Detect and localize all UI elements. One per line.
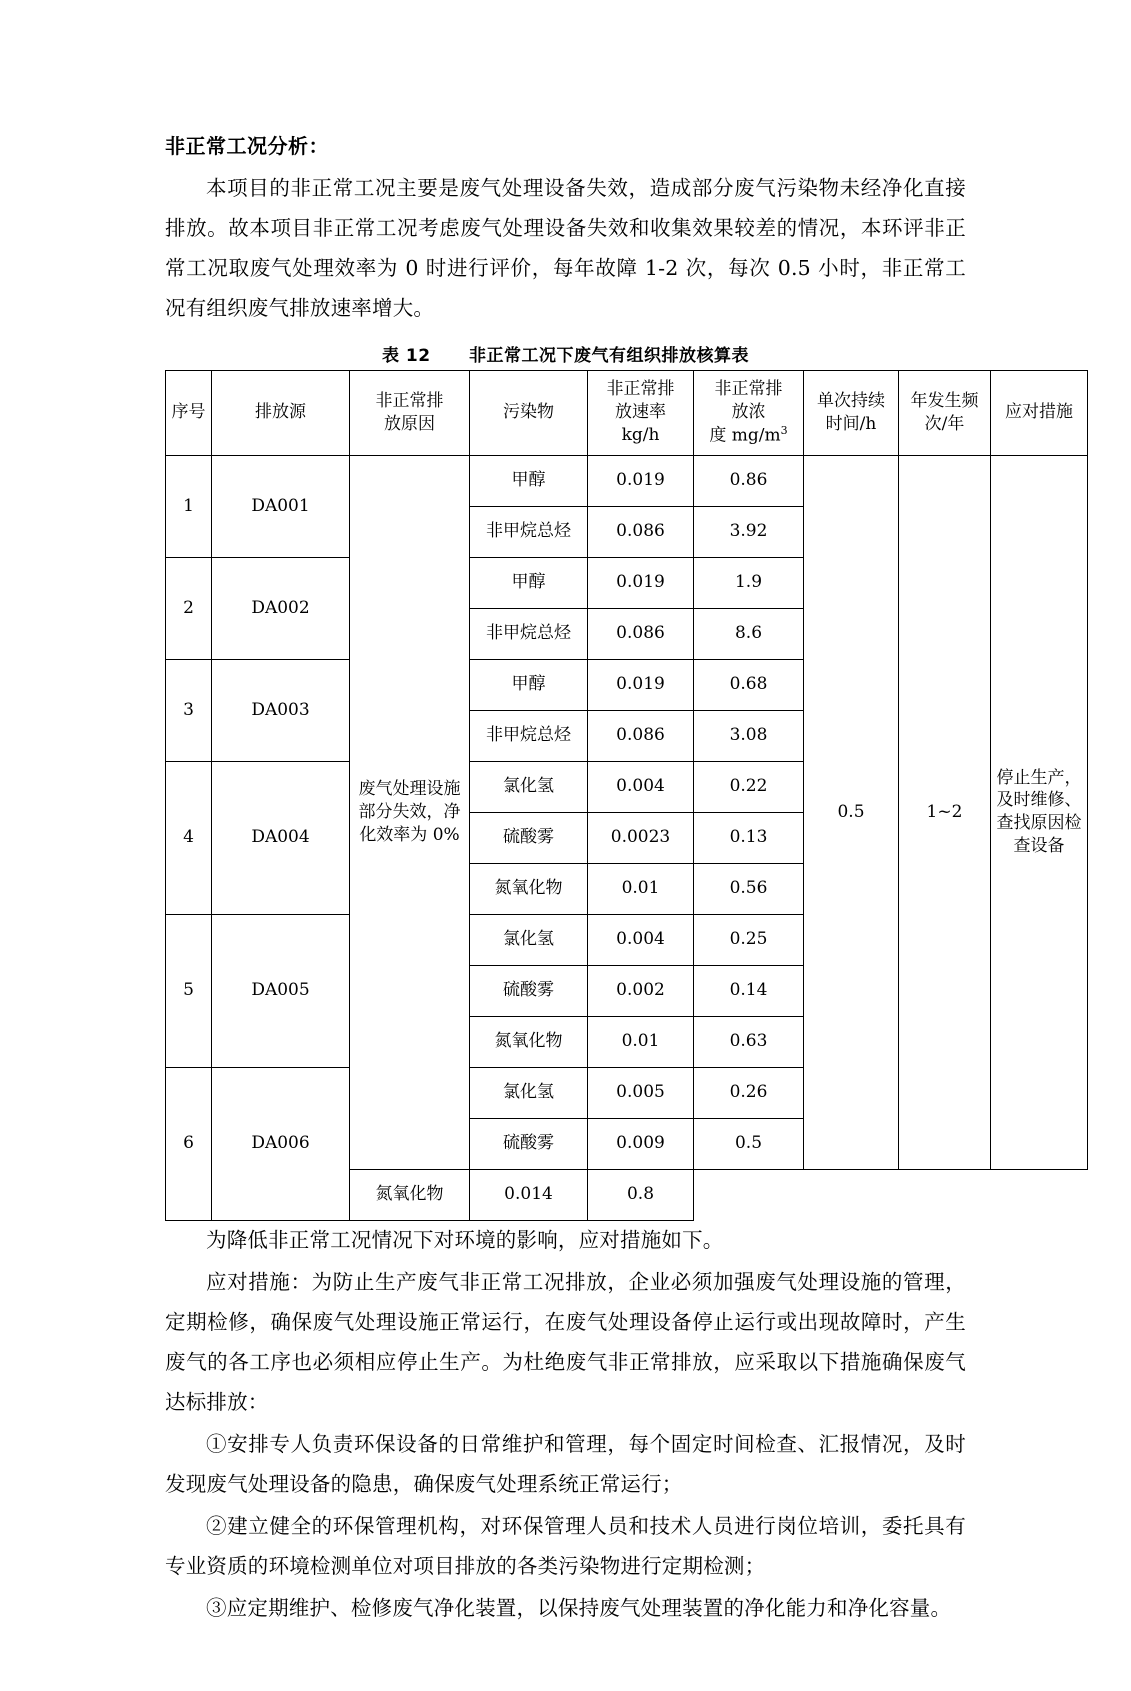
cell-concentration: 0.22	[694, 761, 804, 812]
paragraph-after-table-2: 应对措施：为防止生产废气非正常工况排放，企业必须加强废气处理设施的管理，定期检修，确保废气处理设施正常运行，在废气处理设备停止运行或出现故障时，产生废气的各工序也必须相应停止生产。为杜绝废气非正常排放，应采取以下措施确保废气达标排放：	[165, 1269, 966, 1414]
cell-no: 4	[166, 761, 212, 914]
cell-rate: 0.005	[588, 1067, 694, 1118]
cell-concentration: 0.14	[694, 965, 804, 1016]
cell-pollutant: 硫酸雾	[470, 812, 588, 863]
paragraph-measure-3: ③应定期维护、检修废气净化装置，以保持废气处理装置的净化能力和净化容量。	[206, 1595, 952, 1620]
cell-source: DA003	[212, 659, 350, 761]
header-duration-line1: 单次持续	[817, 390, 885, 411]
table-caption	[165, 341, 966, 366]
cell-measure: 停止生产，及时维修、查找原因检查设备	[991, 455, 1088, 1169]
cell-concentration: 3.08	[694, 710, 804, 761]
cell-rate: 0.019	[588, 659, 694, 710]
cell-no: 1	[166, 455, 212, 557]
cell-rate: 0.009	[588, 1118, 694, 1169]
header-conc-unit-sup: 3	[780, 424, 788, 438]
cell-source: DA004	[212, 761, 350, 914]
emissions-table	[165, 370, 1088, 1221]
header-frequency-line2: 次/年	[924, 413, 965, 434]
header-rate	[588, 370, 694, 455]
paragraph-after-table-1: 为降低非正常工况情况下对环境的影响，应对措施如下。	[206, 1227, 724, 1252]
cell-pollutant: 甲醇	[470, 557, 588, 608]
paragraph-measure-1: ①安排专人负责环保设备的日常维护和管理，每个固定时间检查、汇报情况，及时发现废气处理设备的隐患，确保废气处理系统正常运行；	[165, 1431, 966, 1496]
cell-concentration: 1.9	[694, 557, 804, 608]
cell-pollutant: 氮氧化物	[470, 863, 588, 914]
table-row	[166, 455, 1088, 506]
header-pollutant: 污染物	[470, 370, 588, 455]
cell-rate: 0.01	[588, 1016, 694, 1067]
cell-pollutant: 氯化氢	[470, 1067, 588, 1118]
cell-concentration: 0.63	[694, 1016, 804, 1067]
header-frequency	[899, 370, 991, 455]
cell-rate: 0.086	[588, 506, 694, 557]
cell-duration: 0.5	[804, 455, 899, 1169]
header-conc-line2: 放浓	[731, 402, 766, 423]
cell-pollutant: 非甲烷总烃	[470, 710, 588, 761]
cell-concentration: 0.68	[694, 659, 804, 710]
cell-pollutant: 氯化氢	[470, 761, 588, 812]
cell-no: 3	[166, 659, 212, 761]
cell-rate: 0.019	[588, 557, 694, 608]
header-conc-line1: 非正常排	[714, 379, 783, 400]
header-frequency-line1: 年发生频	[910, 390, 979, 411]
cell-concentration: 0.13	[694, 812, 804, 863]
header-source: 排放源	[212, 370, 350, 455]
cell-reason: 废气处理设施部分失效，净化效率为 0%	[350, 455, 470, 1169]
cell-concentration: 0.86	[694, 455, 804, 506]
header-rate-line2: 放速率	[615, 402, 666, 423]
header-duration	[804, 370, 899, 455]
cell-source: DA005	[212, 914, 350, 1067]
cell-source: DA001	[212, 455, 350, 557]
cell-rate: 0.002	[588, 965, 694, 1016]
cell-pollutant: 硫酸雾	[470, 1118, 588, 1169]
header-measure: 应对措施	[991, 370, 1088, 455]
cell-source: DA006	[212, 1067, 350, 1220]
table-caption-title: 非正常工况下废气有组织排放核算表	[469, 345, 750, 366]
cell-pollutant: 甲醇	[470, 455, 588, 506]
section-heading: 非正常工况分析：	[165, 134, 329, 158]
cell-no: 2	[166, 557, 212, 659]
header-reason-line1: 非正常排	[375, 390, 444, 411]
cell-concentration: 0.5	[694, 1118, 804, 1169]
cell-rate: 0.019	[588, 455, 694, 506]
cell-concentration: 0.25	[694, 914, 804, 965]
cell-no: 6	[166, 1067, 212, 1220]
cell-pollutant: 氮氧化物	[350, 1169, 470, 1220]
cell-pollutant: 非甲烷总烃	[470, 506, 588, 557]
header-concentration	[694, 370, 804, 455]
cell-rate: 0.004	[588, 914, 694, 965]
header-reason	[350, 370, 470, 455]
cell-rate: 0.086	[588, 608, 694, 659]
cell-rate: 0.0023	[588, 812, 694, 863]
cell-source: DA002	[212, 557, 350, 659]
cell-pollutant: 氯化氢	[470, 914, 588, 965]
table-header-row	[166, 370, 1088, 455]
cell-pollutant: 氮氧化物	[470, 1016, 588, 1067]
cell-no: 5	[166, 914, 212, 1067]
cell-frequency: 1~2	[899, 455, 991, 1169]
cell-pollutant: 硫酸雾	[470, 965, 588, 1016]
cell-concentration: 3.92	[694, 506, 804, 557]
header-conc-unit-text: 度 mg/m	[709, 425, 781, 446]
header-no: 序号	[166, 370, 212, 455]
header-rate-unit: kg/h	[621, 425, 660, 446]
paragraph-intro: 本项目的非正常工况主要是废气处理设备失效，造成部分废气污染物未经净化直接排放。故本项目非正常工况考虑废气处理设备失效和收集效果较差的情况，本环评非正常工况取废气处理效率为 0 时进行评价，每年故障 1-2 次，每次 0.5 小时，非正常工况有组织废气排放速率增大。	[165, 176, 966, 320]
header-conc-unit	[697, 424, 800, 448]
cell-rate: 0.014	[470, 1169, 588, 1220]
header-reason-line2: 放原因	[384, 413, 435, 434]
header-rate-line1: 非正常排	[606, 379, 675, 400]
paragraph-measure-2: ②建立健全的环保管理机构，对环保管理人员和技术人员进行岗位培训，委托具有专业资质的环境检测单位对项目排放的各类污染物进行定期检测；	[165, 1513, 966, 1578]
table-caption-label: 表 12	[381, 345, 431, 366]
cell-concentration: 0.26	[694, 1067, 804, 1118]
cell-pollutant: 非甲烷总烃	[470, 608, 588, 659]
cell-rate: 0.004	[588, 761, 694, 812]
table-body	[166, 455, 1088, 1220]
cell-rate: 0.01	[588, 863, 694, 914]
cell-rate: 0.086	[588, 710, 694, 761]
header-duration-line2: 时间/h	[825, 413, 877, 434]
cell-pollutant: 甲醇	[470, 659, 588, 710]
cell-concentration: 0.56	[694, 863, 804, 914]
cell-concentration: 8.6	[694, 608, 804, 659]
cell-concentration: 0.8	[588, 1169, 694, 1220]
